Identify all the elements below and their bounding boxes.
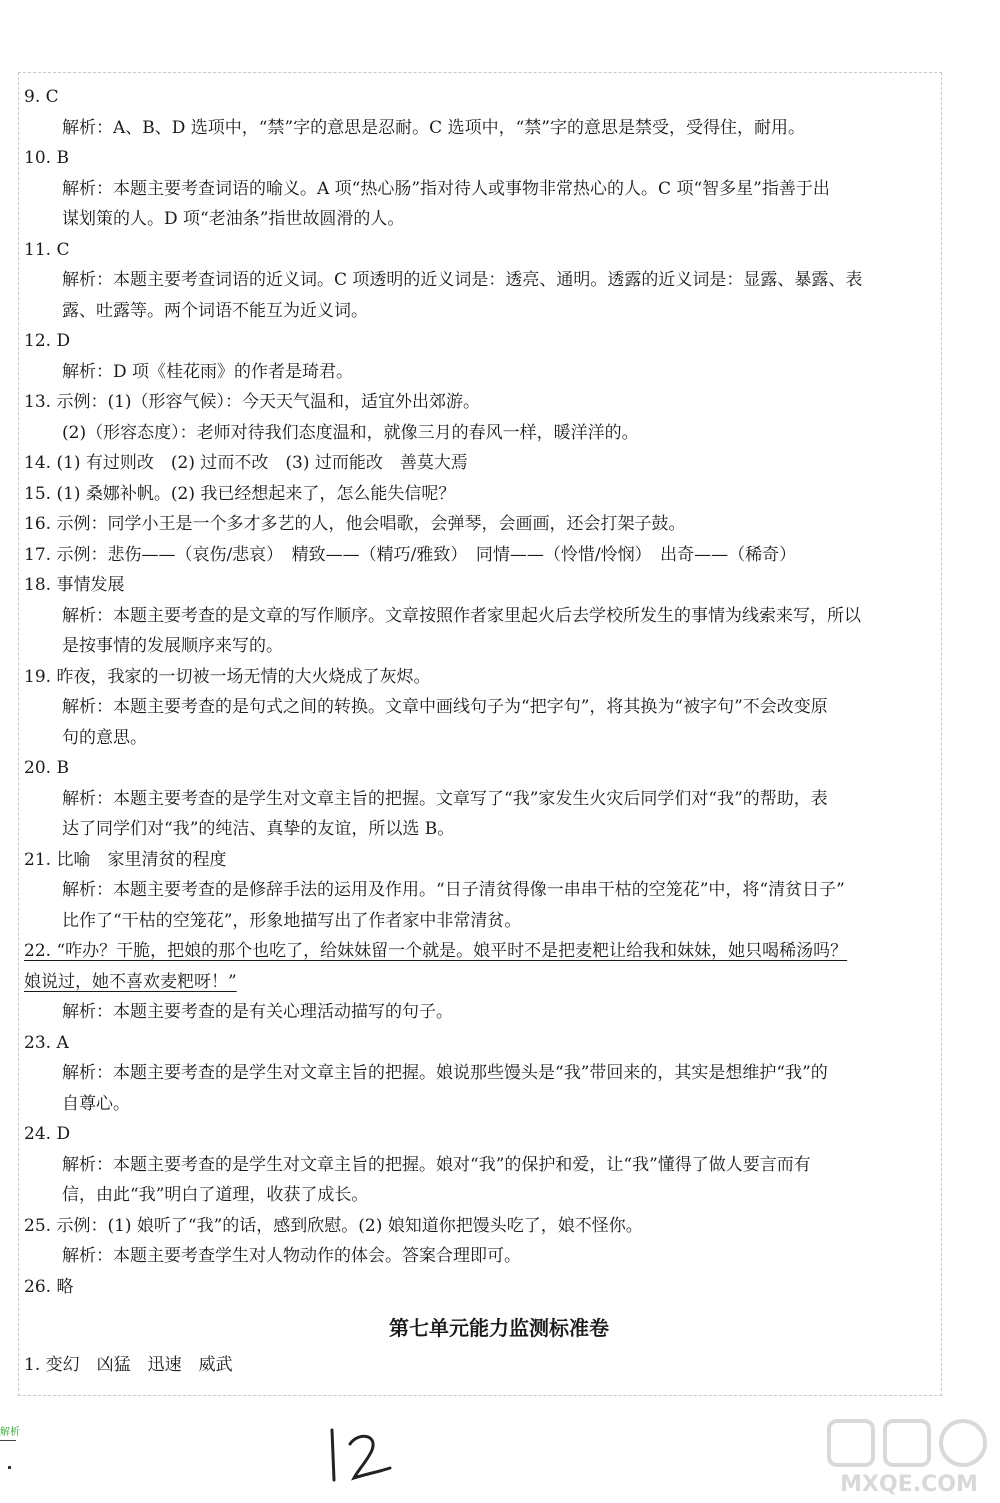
- text-line: 10. B: [24, 148, 69, 168]
- text-line: 9. C: [24, 87, 59, 107]
- text-line: 15. (1) 桑娜补帆。(2) 我已经想起来了，怎么能失信呢？: [24, 483, 456, 504]
- text-line: 13. 示例：(1)（形容气候）：今天天气温和，适宜外出郊游。: [24, 392, 481, 412]
- text-line: 达了同学们对“我”的纯洁、真挚的友谊，所以选 B。: [62, 819, 455, 839]
- text-line: 20. B: [24, 758, 69, 778]
- text-line: 22. “咋办？干脆，把娘的那个也吃了，给妹妹留一个就是。娘平时不是把麦粑让给我和妹妹，她只喝稀汤吗？: [24, 941, 848, 961]
- watermark-logo: [825, 1415, 993, 1497]
- text-line: 12. D: [24, 331, 71, 351]
- text-line: 14. (1) 有过则改 (2) 过而不改 (3) 过而能改 善莫大焉: [24, 453, 468, 473]
- text-line: 16. 示例：同学小王是一个多才多艺的人，他会唱歌，会弹琴，会画画，还会打架子鼓。: [24, 514, 686, 534]
- text-line: 26. 略: [24, 1276, 74, 1297]
- handwritten-page-number: [320, 1418, 400, 1488]
- text-line: 17. 示例：悲伤——（哀伤/悲哀） 精致——（精巧/雅致） 同情——（怜惜/怜悯） 出奇——（稀奇）: [24, 544, 797, 565]
- text-line: 解析：本题主要考查学生对人物动作的体会。答案合理即可。: [62, 1246, 521, 1266]
- text-line: 解析：本题主要考查的是文章的写作顺序。文章按照作者家里起火后去学校所发生的事情为线索来写，所以: [62, 605, 861, 626]
- text-line: 解析：本题主要考查的是学生对文章主旨的把握。娘说那些馒头是“我”带回来的，其实是想维护“我”的: [62, 1063, 828, 1083]
- text-line: 娘说过，她不喜欢麦粑呀！”: [24, 971, 237, 992]
- corner-divider: [0, 1440, 16, 1441]
- section-lines: [24, 1350, 934, 1381]
- svg-text:MXQE.COM: MXQE.COM: [840, 1472, 978, 1497]
- text-line: 19. 昨夜，我家的一切被一场无情的大火烧成了灰烬。: [24, 666, 431, 687]
- section-title: 第七单元能力监测标准卷: [389, 1316, 609, 1340]
- text-line: 25. 示例：(1) 娘听了“我”的话，感到欣慰。(2) 娘知道你把馒头吃了，娘不怪你。: [24, 1215, 643, 1236]
- text-line: 24. D: [24, 1124, 71, 1144]
- text-line: 解析：本题主要考查的是修辞手法的运用及作用。“日子清贫得像一串串干枯的空笼花”中，将“清贫日子”: [62, 880, 845, 900]
- text-line: 18. 事情发展: [24, 575, 125, 595]
- text-line: 解析：本题主要考查的是有关心理活动描写的句子。: [62, 1002, 453, 1022]
- answer-content: [24, 82, 934, 1381]
- text-line: 是按事情的发展顺序来写的。: [62, 636, 283, 656]
- text-line: 信，由此“我”明白了道理，收获了成长。: [62, 1185, 369, 1205]
- text-line: 谋划策的人。D 项“老油条”指世故圆滑的人。: [62, 209, 405, 229]
- text-line: 解析：本题主要考查词语的喻义。A 项“热心肠”指对待人或事物非常热心的人。C 项“智多星”指善于出: [62, 178, 830, 199]
- text-line: 解析：本题主要考查词语的近义词。C 项透明的近义词是：透亮、通明。透露的近义词是：显露、暴露、表: [62, 270, 863, 290]
- answer-lines: [24, 82, 934, 1302]
- text-line: 解析：本题主要考查的是学生对文章主旨的把握。娘对“我”的保护和爱，让“我”懂得了做人要言而有: [62, 1154, 811, 1175]
- text-line: 23. A: [24, 1032, 69, 1053]
- corner-label: 解析: [0, 1427, 20, 1438]
- text-line: 21. 比喻 家里清贫的程度: [24, 849, 227, 870]
- text-line: 解析：D 项《桂花雨》的作者是琦君。: [62, 361, 354, 382]
- text-line: 解析：本题主要考查的是学生对文章主旨的把握。文章写了“我”家发生火灾后同学们对“我”的帮助，表: [62, 788, 828, 809]
- text-line: 解析：A、B、D 选项中，“禁”字的意思是忍耐。C 选项中，“禁”字的意思是禁受，受得住，耐用。: [62, 117, 805, 138]
- text-line: 露、吐露等。两个词语不能互为近义词。: [62, 300, 368, 321]
- text-line: 11. C: [24, 239, 70, 260]
- text-line: 比作了“干枯的空笼花”，形象地描写出了作者家中非常清贫。: [62, 910, 522, 931]
- text-line: 解析：本题主要考查的是句式之间的转换。文章中画线句子为“把字句”，将其换为“被字句”不会改变原: [62, 697, 828, 717]
- corner-dot: [8, 1466, 11, 1469]
- text-line: 句的意思。: [62, 727, 147, 748]
- text-line: (2)（形容态度）：老师对待我们态度温和，就像三月的春风一样，暖洋洋的。: [62, 422, 639, 443]
- text-line: 1. 变幻 凶猛 迅速 威武: [24, 1355, 233, 1375]
- text-line: 自尊心。: [62, 1093, 130, 1114]
